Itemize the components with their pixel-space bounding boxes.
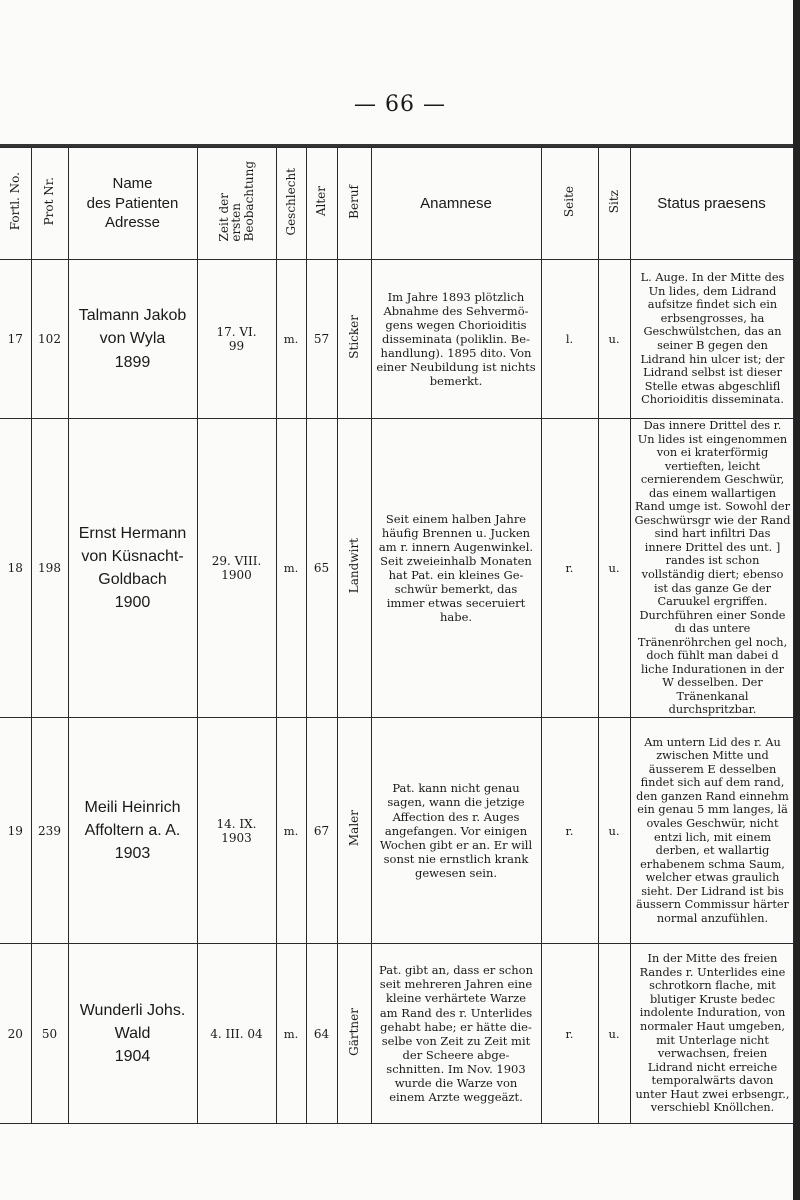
age: 64: [306, 944, 337, 1124]
header-beruf: Beruf: [337, 148, 371, 260]
anamnesis: Pat. kann nicht genau sagen, wann die jetzige Affection des r. Auges angefangen. Vor einigen Wochen gibt er an. Er will sonst nie ernstlich krank gewesen sein.: [371, 718, 541, 944]
patient-name: Wunderli Johs. Wald 1904: [68, 944, 197, 1124]
fortl-no: 17: [0, 260, 31, 419]
first-observation: 14. IX. 1903: [197, 718, 276, 944]
table-row: [0, 419, 793, 718]
prot-nr: 239: [31, 718, 68, 944]
prot-nr: 198: [31, 419, 68, 718]
patient-name: Meili Heinrich Affoltern a. A. 1903: [68, 718, 197, 944]
prot-nr: 102: [31, 260, 68, 419]
location: u.: [598, 718, 630, 944]
page-edge: [793, 0, 800, 1200]
first-observation: 4. III. 04: [197, 944, 276, 1124]
header-zeit: Zeit dererstenBeobachtung: [197, 148, 276, 260]
header-seite: Seite: [541, 148, 598, 260]
occupation: Maler: [337, 718, 371, 944]
location: u.: [598, 419, 630, 718]
header-geschlecht: Geschlecht: [276, 148, 306, 260]
patient-name: Ernst Hermann von Küsnacht- Goldbach 1900: [68, 419, 197, 718]
sex: m.: [276, 718, 306, 944]
sex: m.: [276, 260, 306, 419]
side: r.: [541, 718, 598, 944]
sex: m.: [276, 419, 306, 718]
table-row: [0, 260, 793, 419]
header-fortl-no: Fortl. No.: [0, 148, 31, 260]
fortl-no: 20: [0, 944, 31, 1124]
status-praesens: In der Mitte des freien Randes r. Unterlides eine schrotkorn flache, mit blutiger Kruste bedec indolente Induration, von normaler Haut umgeben, mit Unterlage nicht verwachsen, freien Lidrand nicht erreiche temporalwärts davon unter Haut zwei erbsengr., verschiebl Knöllchen.: [630, 944, 793, 1124]
header-prot-nr: Prot Nr.: [31, 148, 68, 260]
age: 67: [306, 718, 337, 944]
patient-name: Talmann Jakob von Wyla 1899: [68, 260, 197, 419]
header-anamnese: Anamnese: [371, 148, 541, 260]
side: r.: [541, 944, 598, 1124]
side: r.: [541, 419, 598, 718]
header-status: Status praesens: [630, 148, 793, 260]
status-praesens: Das innere Drittel des r. Un lides ist eingenommen von ei kraterförmig vertieften, leicht cernierendem Geschwür, das einem wallartigen Rand umge ist. Sowohl der Geschwürsgr wie der Rand sind hart infiltri Das innere Drittel des unt. ] randes ist schon vollständig diert; ebenso ist das ganze Ge der Caruukel ergriffen. Durchführen einer Sonde dı das untere Tränenröhrchen gel noch, doch fühlt man dabei d liche Indurationen in der W desselben. Der Tränenkanal durchspritzbar.: [630, 419, 793, 718]
first-observation: 17. VI. 99: [197, 260, 276, 419]
fortl-no: 18: [0, 419, 31, 718]
anamnesis: Pat. gibt an, dass er schon seit mehreren Jahren eine kleine verhärtete Warze am Rand des r. Unterlides gehabt habe; er hätte die-selbe von Zeit zu Zeit mit der Scheere abge-schnitten. Im Nov. 1903 wurde die Warze von einem Arzte weggeäzt.: [371, 944, 541, 1124]
status-praesens: L. Auge. In der Mitte des Un lides, dem Lidrand aufsitze findet sich ein erbsengrosses, ha Geschwülstchen, das an seiner B gegen den Lidrand hin ulcer ist; der Lidrand selbst ist dieser Stelle etwas abgeschlifl Chorioiditis disseminata.: [630, 260, 793, 419]
header-name: Name des Patienten Adresse: [68, 148, 197, 260]
patient-table: [0, 147, 794, 1124]
location: u.: [598, 944, 630, 1124]
fortl-no: 19: [0, 718, 31, 944]
first-observation: 29. VIII. 1900: [197, 419, 276, 718]
anamnesis: Seit einem halben Jahre häufig Brennen u. Jucken am r. innern Augenwinkel. Seit zweieinhalb Monaten hat Pat. ein kleines Ge-schwür bemerkt, das immer etwas seceruiert habe.: [371, 419, 541, 718]
occupation: Gärtner: [337, 944, 371, 1124]
table-row: [0, 718, 793, 944]
anamnesis: Im Jahre 1893 plötzlich Abnahme des Sehvermö-gens wegen Chorioiditis disseminata (poliklin. Be-handlung). 1895 dito. Von einer Neubildung ist nichts bemerkt.: [371, 260, 541, 419]
header-alter: Alter: [306, 148, 337, 260]
sex: m.: [276, 944, 306, 1124]
status-praesens: Am untern Lid des r. Au zwischen Mitte und äusserem E desselben findet sich auf dem rand, den ganzen Rand einnehm ein genau 5 mm langes, lä ovales Geschwür, nicht entzi lich, mit einem derben, et wallartig erhabenem schma Saum, welcher etwas graulich sieht. Der Lidrand ist bis äussern Commissur härter normal anzufühlen.: [630, 718, 793, 944]
table-row: [0, 944, 793, 1124]
header-sitz: Sitz: [598, 148, 630, 260]
page-number: — 66 —: [354, 92, 446, 117]
age: 65: [306, 419, 337, 718]
prot-nr: 50: [31, 944, 68, 1124]
age: 57: [306, 260, 337, 419]
side: l.: [541, 260, 598, 419]
header-row: [0, 148, 793, 260]
occupation: Landwirt: [337, 419, 371, 718]
occupation: Sticker: [337, 260, 371, 419]
location: u.: [598, 260, 630, 419]
